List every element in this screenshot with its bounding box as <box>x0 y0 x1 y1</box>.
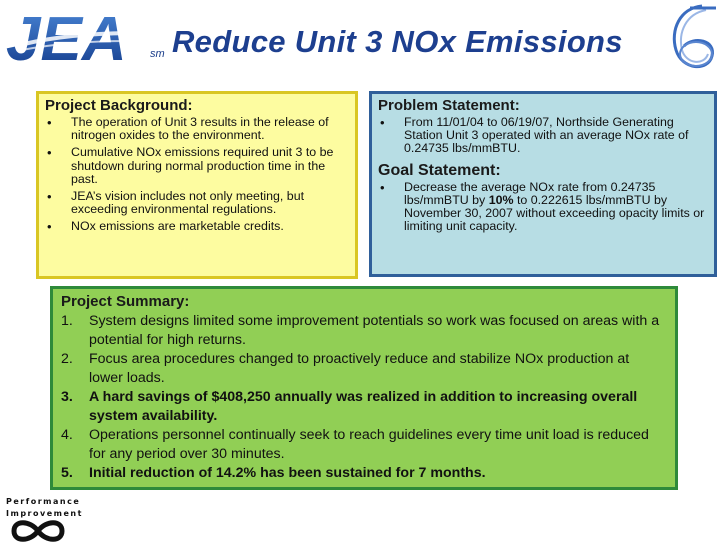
problem-statement-heading: Problem Statement: <box>378 97 520 114</box>
goal-statement-heading: Goal Statement: <box>378 161 501 179</box>
list-number: 2. <box>61 351 73 367</box>
list-item: • The operation of Unit 3 results in the release of nitrogen oxides to the environment. <box>45 116 347 142</box>
jea-logo <box>4 4 174 74</box>
problem-statement-list <box>378 116 706 156</box>
list-text: Focus area procedures changed to proactively reduce and stabilize NOx production at lower loads. <box>89 351 630 386</box>
list-item <box>61 388 667 426</box>
list-item <box>61 426 667 464</box>
goal-text-bold: 10% <box>488 192 514 207</box>
infinity-icon <box>8 518 68 544</box>
performance-label: Performance <box>6 497 81 506</box>
list-text: Initial reduction of 14.2% has been sustained for 7 months. <box>89 465 486 481</box>
list-text: System designs limited some improvement potentials so work was focused on areas with a potential for high returns. <box>89 313 660 348</box>
list-item <box>61 312 667 350</box>
list-item: • JEA’s vision includes not only meeting, but exceeding environmental regulations. <box>45 190 347 216</box>
project-background-box <box>36 91 358 279</box>
list-text: Operations personnel continually seek to reach guidelines every time unit load is reduced for any period over 30 minutes. <box>89 427 649 462</box>
list-item: • From 11/01/04 to 06/19/07, Northside Generating Station Unit 3 operated with an average NOx rate of 0.24735 lbs/mmBTU. <box>378 116 706 156</box>
list-item <box>378 181 706 234</box>
goal-statement-list <box>378 181 706 234</box>
improvement-label: Improvement <box>6 509 83 518</box>
logo-text: JEA <box>6 5 127 74</box>
list-number: 4. <box>61 427 73 443</box>
goal-text-before: Decrease the average NOx rate from 0.24735 lbs/mmBTU by <box>404 179 656 207</box>
page-title: Reduce Unit 3 NOx Emissions <box>172 24 623 59</box>
list-item <box>61 464 667 483</box>
list-number: 5. <box>61 465 73 481</box>
problem-goal-box <box>369 91 717 277</box>
project-summary-box <box>50 286 678 490</box>
project-background-list <box>45 116 347 234</box>
six-sigma-icon <box>662 0 726 80</box>
project-summary-list <box>61 312 667 483</box>
list-text: A hard savings of $408,250 annually was realized in addition to increasing overall system availability. <box>89 389 638 424</box>
project-summary-heading: Project Summary: <box>61 293 190 310</box>
list-item: • NOx emissions are marketable credits. <box>45 220 347 233</box>
list-number: 3. <box>61 389 73 405</box>
goal-text-after: to 0.222615 lbs/mmBTU by November 30, 2007 without exceeding opacity limits or limiting unit capacity. <box>404 192 705 234</box>
list-number: 1. <box>61 313 73 329</box>
project-background-heading: Project Background: <box>45 97 193 114</box>
list-item: • Cumulative NOx emissions required unit 3 to be shutdown during normal production time in the past. <box>45 146 347 186</box>
logo-servicemark: sm <box>150 48 165 60</box>
list-item <box>61 350 667 388</box>
